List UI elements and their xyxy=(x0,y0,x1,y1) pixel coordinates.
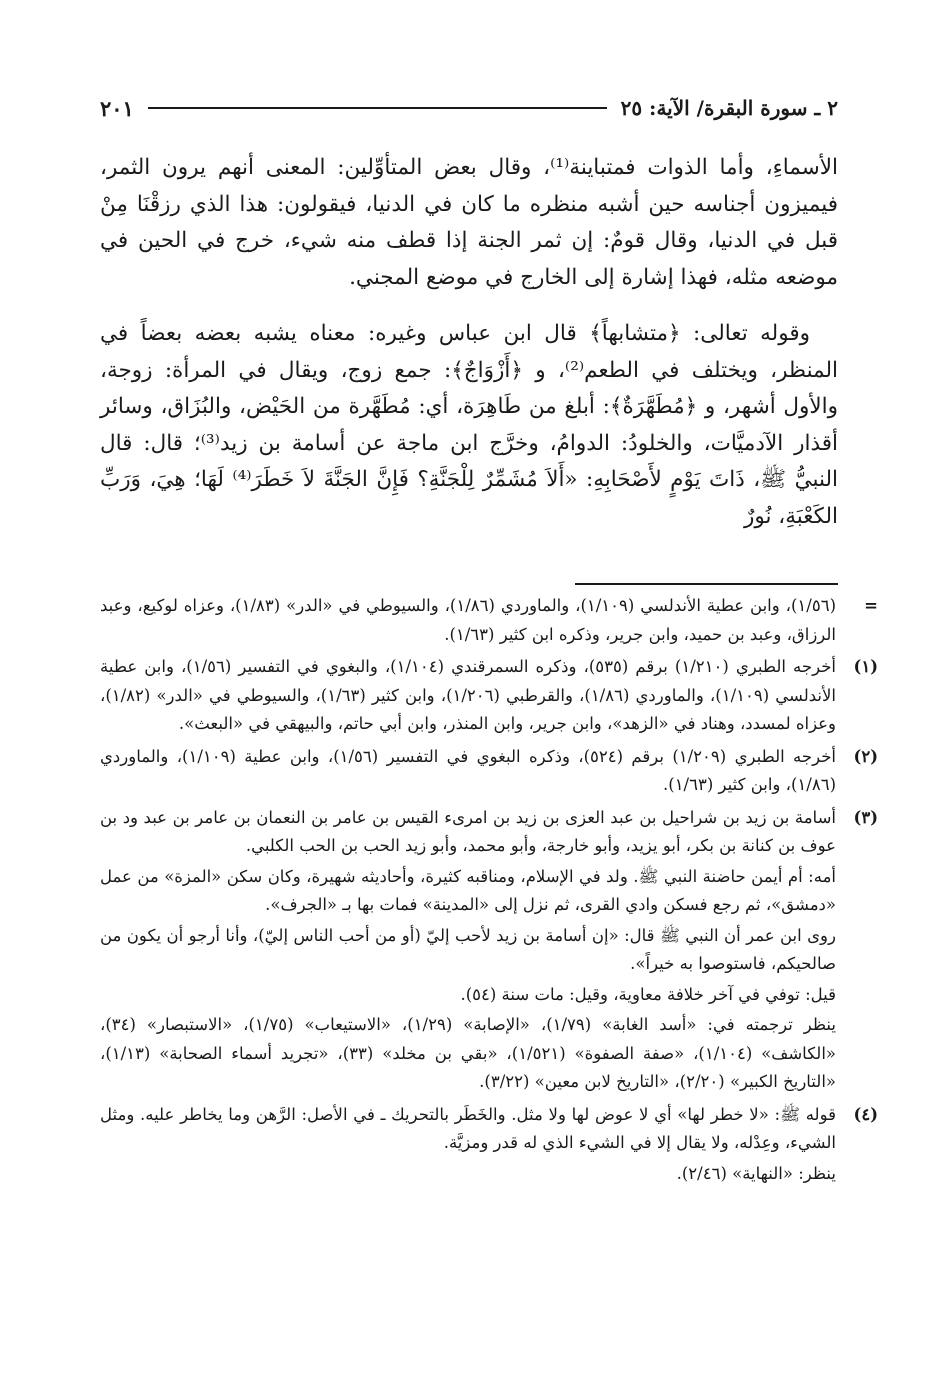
footnote-4 xyxy=(100,1101,878,1191)
footnote-continued xyxy=(100,592,878,651)
body-paragraph: الأسماءِ، وأما الذوات فمتباينة⁽¹⁾، وقال بعض المتأوِّلين: المعنى أنهم يرون الثمر، فيميزون أجناسه حين أشبه منظره ما كان في الدنيا، فيقولون: هذا الذي رزقْنَا مِنْ قبل في الدنيا، وقال قومٌ: إن ثمر الجنة إذا قطف منه شيء، خرج في الحين في موضعه مثله، فهذا إشارة إلى الخارج في موضع المجني. xyxy=(100,155,838,290)
footnote-marker: = xyxy=(864,596,878,615)
footnote-text: ينظر: «النهاية» (٢/٤٦). xyxy=(676,1163,836,1183)
footnote-text: ينظر ترجمته في: «أسد الغابة» (١/٧٩)، «الإصابة» (١/٢٩)، «الاستيعاب» (١/٧٥)، «الاستبصار» (٣٤)، «الكاشف» (١/١٠٤)، «صفة الصفوة» (١/٥٢١)، «بقي بن مخلد» (٣٣)، «تجريد أسماء الصحابة» (١/١٣)، «التاريخ الكبير» (٢/٢٠)، «التاريخ لابن معين» (٣/٢٢). xyxy=(100,1015,837,1091)
footnote-text: أمه: أم أيمن حاضنة النبي ﷺ. ولد في الإسلام، ومناقبه كثيرة، وأحاديثه شهيرة، وكان سكن «المزة» من عمل «دمشق»، ثم رجع فسكن وادي القرى، ثم نزل إلى «المدينة» فمات بها بـ «الجرف». xyxy=(100,866,836,914)
footnote-1 xyxy=(100,653,878,741)
page-number: ٢٠١ xyxy=(100,95,134,121)
footnote-text: أخرجه الطبري (١/٢٠٩) برقم (٥٢٤)، وذكره البغوي في التفسير (١/٥٦)، وابن عطية (١/١٠٩)، والماوردي (١/٨٦)، وابن كثير (١/٦٣). xyxy=(100,746,836,794)
running-header xyxy=(100,92,838,124)
footnote-text: أخرجه الطبري (١/٢١٠) برقم (٥٣٥)، وذكره السمرقندي (١/١٠٤)، والبغوي في التفسير (١/٥٦)، وابن عطية الأندلسي (١/١٠٩)، والماوردي (١/٨٦)، والقرطبي (١/٢٠٦)، وابن كثير (١/٦٣)، والسيوطي في «الدر» (١/٨٢)، وعزاه لمسدد، وهناد في «الزهد»، وابن جرير، وابن المنذر، وابن أبي حاتم، والبيهقي في «البعث». xyxy=(100,657,836,733)
footnote-separator xyxy=(575,583,838,585)
footnote-text: قيل: توفي في آخر خلافة معاوية، وقيل: مات سنة (٥٤). xyxy=(460,984,836,1004)
footnote-3 xyxy=(100,804,878,1099)
footnote-2 xyxy=(100,743,878,802)
header-rule xyxy=(148,107,607,109)
chapter-title: ٢ ـ سورة البقرة/ الآية: ٢٥ xyxy=(620,96,838,120)
footnotes xyxy=(100,592,878,1192)
footnote-text: روى ابن عمر أن النبي ﷺ قال: «إن أسامة بن زيد لأحب إليّ (أو من أحب الناس إليّ)، وأنا أرجو أن يكون من صالحيكم، فاستوصوا به خيراً». xyxy=(100,925,836,973)
main-text xyxy=(100,150,838,535)
body-paragraph: وقوله تعالى: ﴿متشابهاً﴾ قال ابن عباس وغيره: معناه يشبه بعضه بعضاً في المنظر، ويختلف في الطعم⁽²⁾، و ﴿أَزْوَاجٌ﴾: جمع زوج، ويقال في المرأة: زوجة، والأول أشهر، و ﴿مُطَهَّرَةٌ﴾: أبلغ من طَاهِرَة، أي: مُطَهَّرة من الحَيْض، والبُزَاق، وسائر أقذار الآدميَّات، والخلودُ: الدوامُ، وخرَّج ابن ماجة عن أسامة بن زيد⁽³⁾؛ قال: قال النبيُّ ﷺ، ذَاتَ يَوْمٍ لأَصْحَابِهِ: «أَلاَ مُشَمِّرٌ لِلْجَنَّةِ؟ فَإِنَّ الجَنَّةَ لاَ خَطَرَ⁽⁴⁾ لَهَا؛ هِيَ، وَرَبِّ الكَعْبَةِ، نُورٌ xyxy=(100,321,839,529)
footnote-text: (١/٥٦)، وابن عطية الأندلسي (١/١٠٩)، والماوردي (١/٨٦)، والسيوطي في «الدر» (١/٨٣)، وعزاه لوكيع، وعبد الرزاق، وعبد بن حميد، وابن جرير، وذكره ابن كثير (١/٦٣). xyxy=(100,596,837,644)
footnote-text: أسامة بن زيد بن شراحيل بن عبد العزى بن زيد بن امرىء القيس بن عامر بن النعمان بن عامر بن عبد ود بن عوف بن كنانة بن بكر، أبو يزيد، وأبو خارجة، وأبو محمد، وأبو زيد الحب بن الحب الكلبي. xyxy=(100,807,836,855)
footnote-marker: (٢) xyxy=(853,746,878,766)
footnote-text: قوله ﷺ: «لا خطر لها» أي لا عوض لها ولا مثل. والخَطَر بالتحريك ـ في الأصل: الرَّهن وما يخاطر عليه. ومثل الشيء، وعِدْله، ولا يقال إلا في الشيء الذي له قدر ومزيَّة. xyxy=(100,1104,836,1152)
footnote-marker: (١) xyxy=(853,657,878,676)
footnote-marker: (٤) xyxy=(853,1104,878,1124)
footnote-marker: (٣) xyxy=(853,807,878,827)
